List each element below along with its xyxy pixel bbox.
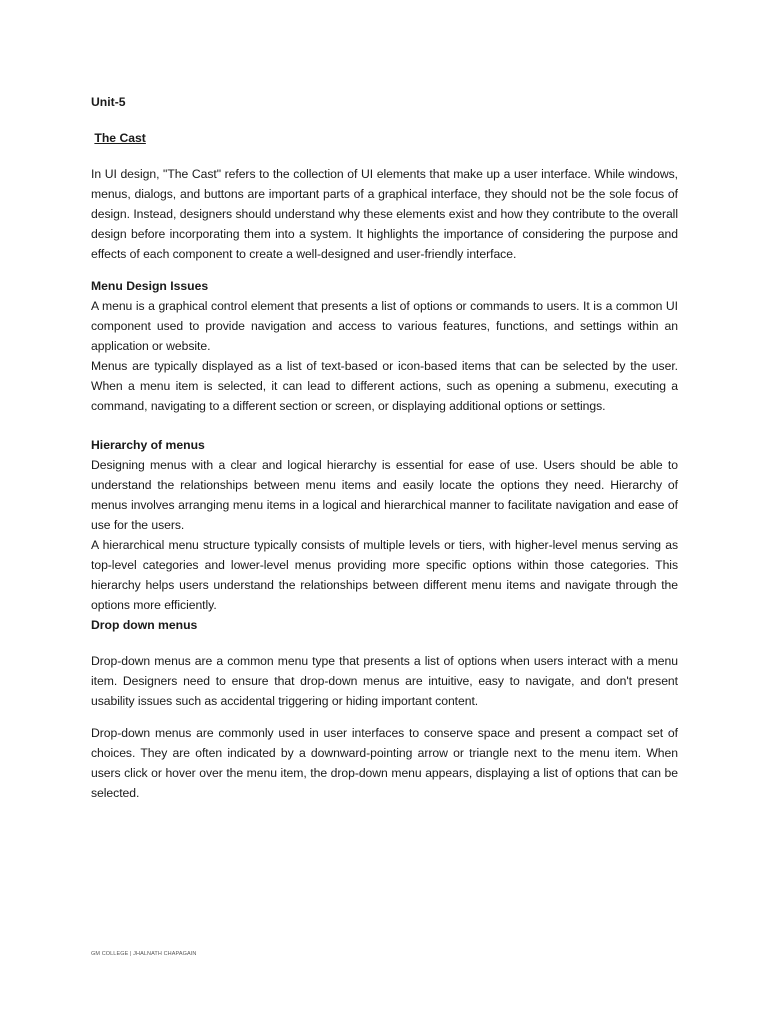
document-page <box>91 92 678 803</box>
cast-paragraph: In UI design, "The Cast" refers to the collection of UI elements that make up a user interface. While windows, menus, dialogs, and buttons are important parts of a graphical interface, they should not be the sole focus of design. Instead, designers should understand why these elements exist and how they contribute to the overall design before incorporating them into a system. It highlights the importance of considering the purpose and effects of each component to create a well-designed and user-friendly interface. <box>91 167 678 261</box>
menu-design-paragraph-2: Menus are typically displayed as a list of text-based or icon-based items that can be selected by the user. When a menu item is selected, it can lead to different actions, such as opening a submenu, executing a command, navigating to a different section or screen, or displaying additional options or settings. <box>91 359 678 413</box>
dropdown-paragraph-1: Drop-down menus are a common menu type that presents a list of options when users interact with a menu item. Designers need to ensure that drop-down menus are intuitive, easy to navigate, and don't present usability issues such as accidental triggering or hiding important content. <box>91 654 678 708</box>
menu-design-paragraph-1: A menu is a graphical control element that presents a list of options or commands to users. It is a common UI component used to provide navigation and access to various features, functions, and settings within an application or website. <box>91 299 678 353</box>
menu-design-heading: Menu Design Issues <box>91 279 209 293</box>
hierarchy-paragraph-2: A hierarchical menu structure typically consists of multiple levels or tiers, with higher-level menus serving as top-level categories and lower-level menus providing more specific options within those categories. This hierarchy helps users understand the relationships between different menu items and navigate through the options more efficiently. <box>91 538 678 612</box>
cast-heading-text: The Cast <box>94 131 146 145</box>
hierarchy-heading: Hierarchy of menus <box>91 438 205 452</box>
page-footer: GM COLLEGE | JHALNATH CHAPAGAIN <box>91 951 197 957</box>
hierarchy-paragraph-1: Designing menus with a clear and logical hierarchy is essential for ease of use. Users should be able to understand the relationships between menu items and easily locate the options they need. Hierarchy of menus involves arranging menu items in a logical and hierarchical manner to facilitate navigation and ease of use for the users. <box>91 458 678 532</box>
dropdown-heading: Drop down menus <box>91 618 198 632</box>
cast-heading <box>91 128 678 148</box>
dropdown-paragraph-2: Drop-down menus are commonly used in user interfaces to conserve space and present a compact set of choices. They are often indicated by a downward-pointing arrow or triangle next to the menu item. When users click or hover over the menu item, the drop-down menu appears, displaying a list of options that can be selected. <box>91 726 678 800</box>
unit-title: Unit-5 <box>91 95 126 109</box>
